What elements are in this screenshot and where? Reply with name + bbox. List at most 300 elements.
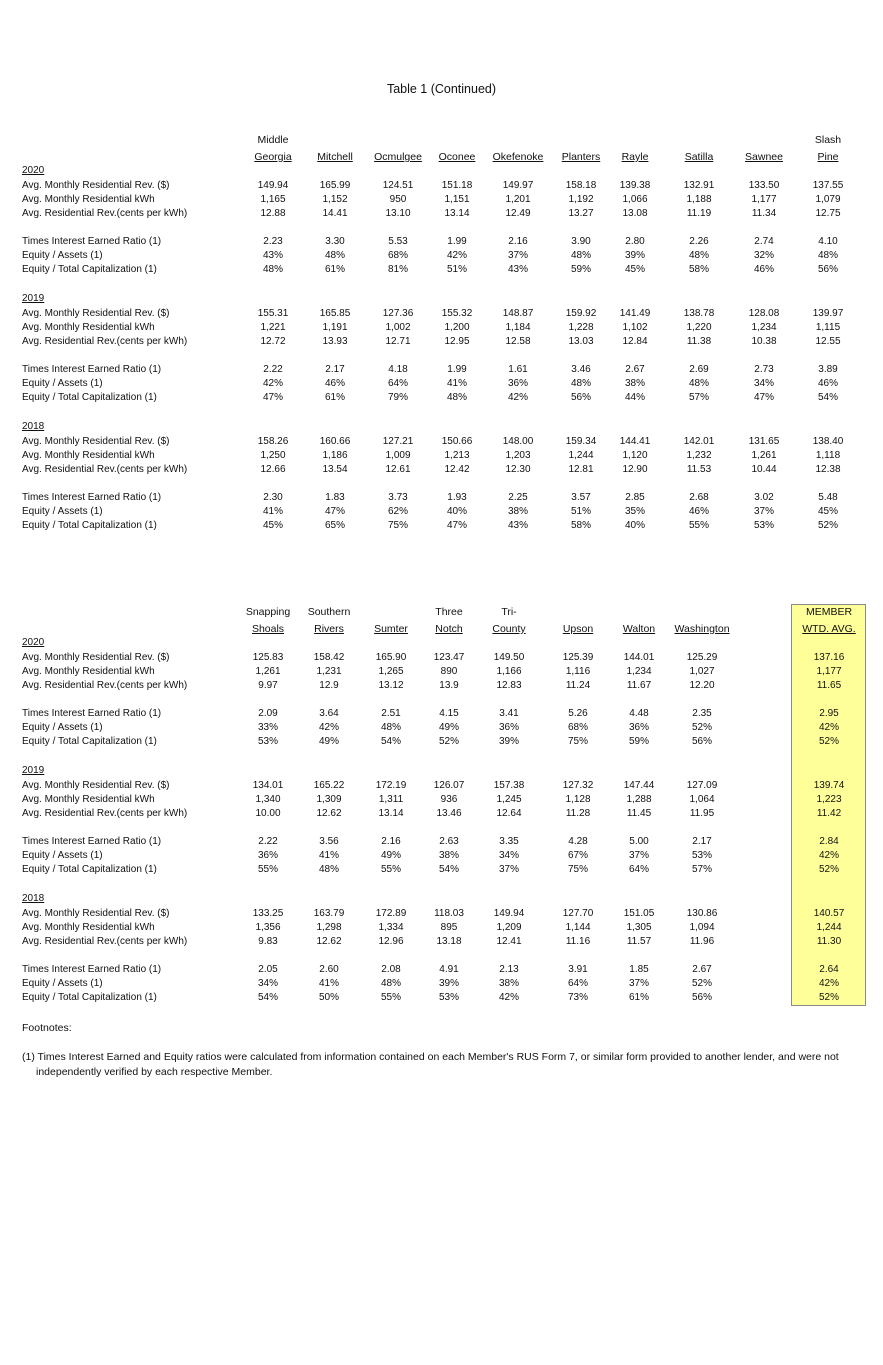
table-cell: 1,166 xyxy=(496,666,522,677)
table-cell: 4.91 xyxy=(439,964,459,975)
table-cell: 1,079 xyxy=(815,194,841,205)
table-cell: 11.65 xyxy=(816,680,842,691)
table-cell: 1,191 xyxy=(322,322,348,333)
table-cell: 890 xyxy=(440,666,458,677)
table-cell: 124.51 xyxy=(382,180,414,191)
table-cell: 149.94 xyxy=(257,180,289,191)
table-cell: 38% xyxy=(507,506,528,517)
table-row xyxy=(0,335,883,349)
table-cell: 40% xyxy=(624,520,645,531)
table-cell: 2.30 xyxy=(263,492,283,503)
table-cell: 48% xyxy=(380,978,401,989)
table-cell: 36% xyxy=(257,850,278,861)
table-cell: 2.84 xyxy=(819,836,839,847)
column-header-line2: Oconee xyxy=(438,151,476,163)
table-cell: 12.20 xyxy=(689,680,715,691)
table-cell: 48% xyxy=(817,250,838,261)
table-cell: 3.30 xyxy=(325,236,345,247)
table-cell: 13.46 xyxy=(436,808,462,819)
table-cell: 127.70 xyxy=(562,908,594,919)
table-cell: 159.34 xyxy=(565,436,597,447)
table-cell: 1.99 xyxy=(447,364,467,375)
row-label: Times Interest Earned Ratio (1) xyxy=(22,492,162,503)
table-cell: 48% xyxy=(318,864,339,875)
table-cell: 14.41 xyxy=(322,208,348,219)
table-cell: 37% xyxy=(628,978,649,989)
table-cell: 149.94 xyxy=(493,908,525,919)
table-cell: 128.08 xyxy=(748,308,780,319)
table-cell: 147.44 xyxy=(623,780,655,791)
table-cell: 43% xyxy=(507,520,528,531)
table-cell: 1,231 xyxy=(316,666,342,677)
table-cell: 55% xyxy=(257,864,278,875)
table-cell: 3.02 xyxy=(754,492,774,503)
table-cell: 1,203 xyxy=(505,450,531,461)
table-cell: 1,209 xyxy=(496,922,522,933)
table-cell: 41% xyxy=(262,506,283,517)
table-cell: 1,213 xyxy=(444,450,470,461)
table-cell: 165.99 xyxy=(319,180,351,191)
table-cell: 139.97 xyxy=(812,308,844,319)
table-cell: 5.53 xyxy=(388,236,408,247)
row-label: Avg. Monthly Residential kWh xyxy=(22,450,155,461)
table-cell: 1,186 xyxy=(322,450,348,461)
table-cell: 139.38 xyxy=(619,180,651,191)
table-cell: 2.67 xyxy=(692,964,712,975)
table-cell: 12.75 xyxy=(815,208,841,219)
row-label: Avg. Residential Rev.(cents per kWh) xyxy=(22,336,188,347)
column-header-line2: Pine xyxy=(817,151,839,163)
table-cell: 138.40 xyxy=(812,436,844,447)
table-cell: 42% xyxy=(818,850,839,861)
row-label: Equity / Assets (1) xyxy=(22,250,103,261)
table-cell: 1,221 xyxy=(260,322,286,333)
table-cell: 52% xyxy=(691,978,712,989)
table-cell: 50% xyxy=(318,992,339,1003)
row-label: Times Interest Earned Ratio (1) xyxy=(22,364,162,375)
table-cell: 1,165 xyxy=(260,194,286,205)
table-cell: 48% xyxy=(262,264,283,275)
table-cell: 56% xyxy=(817,264,838,275)
table-cell: 895 xyxy=(440,922,458,933)
row-label: Times Interest Earned Ratio (1) xyxy=(22,836,162,847)
table-cell: 54% xyxy=(817,392,838,403)
table-cell: 2.95 xyxy=(819,708,839,719)
table-cell: 46% xyxy=(688,506,709,517)
table-cell: 12.61 xyxy=(385,464,411,475)
table-cell: 53% xyxy=(438,992,459,1003)
table-row xyxy=(0,391,883,405)
table-cell: 53% xyxy=(257,736,278,747)
table-cell: 1,116 xyxy=(565,666,591,677)
table-cell: 45% xyxy=(262,520,283,531)
row-label: Avg. Monthly Residential Rev. ($) xyxy=(22,180,170,191)
table-cell: 2.51 xyxy=(381,708,401,719)
table-cell: 37% xyxy=(498,864,519,875)
column-header-line1: Tri- xyxy=(501,606,517,618)
table-cell: 1,228 xyxy=(568,322,594,333)
table-cell: 144.41 xyxy=(619,436,651,447)
table-cell: 2.69 xyxy=(689,364,709,375)
table-cell: 1,234 xyxy=(751,322,777,333)
table-row xyxy=(0,263,883,277)
table-cell: 42% xyxy=(818,722,839,733)
table-row xyxy=(0,207,883,221)
table-cell: 1,244 xyxy=(568,450,594,461)
table-cell: 12.71 xyxy=(385,336,411,347)
table-cell: 47% xyxy=(262,392,283,403)
table-cell: 1,102 xyxy=(622,322,648,333)
table-cell: 48% xyxy=(380,722,401,733)
table-cell: 1,201 xyxy=(505,194,531,205)
row-label: Avg. Monthly Residential kWh xyxy=(22,666,155,677)
table-cell: 52% xyxy=(817,520,838,531)
row-label: Avg. Residential Rev.(cents per kWh) xyxy=(22,208,188,219)
column-header-line2: Satilla xyxy=(684,151,714,163)
table-cell: 41% xyxy=(318,850,339,861)
table-cell: 39% xyxy=(438,978,459,989)
table-cell: 172.19 xyxy=(375,780,407,791)
row-label: Avg. Monthly Residential kWh xyxy=(22,322,155,333)
table-cell: 1,244 xyxy=(816,922,842,933)
table-cell: 1,298 xyxy=(316,922,342,933)
table-cell: 36% xyxy=(507,378,528,389)
table-cell: 4.48 xyxy=(629,708,649,719)
table-cell: 11.95 xyxy=(689,808,715,819)
table-cell: 125.29 xyxy=(686,652,718,663)
table-cell: 172.89 xyxy=(375,908,407,919)
table-row xyxy=(0,863,883,877)
table-cell: 37% xyxy=(753,506,774,517)
table-cell: 4.15 xyxy=(439,708,459,719)
table-row xyxy=(0,519,883,533)
table-cell: 11.34 xyxy=(751,208,777,219)
table-cell: 2.16 xyxy=(381,836,401,847)
table-cell: 9.83 xyxy=(258,936,278,947)
table-row xyxy=(0,449,883,463)
table-cell: 130.86 xyxy=(686,908,718,919)
row-label: Equity / Total Capitalization (1) xyxy=(22,520,157,531)
table-cell: 12.81 xyxy=(568,464,594,475)
table-cell: 11.96 xyxy=(689,936,715,947)
table-cell: 127.21 xyxy=(382,436,414,447)
table-cell: 13.18 xyxy=(436,936,462,947)
table-cell: 13.14 xyxy=(444,208,470,219)
table-cell: 2.17 xyxy=(692,836,712,847)
table-cell: 165.22 xyxy=(313,780,345,791)
table-cell: 1,340 xyxy=(255,794,281,805)
table-cell: 12.62 xyxy=(316,936,342,947)
table-cell: 2.16 xyxy=(508,236,528,247)
table-cell: 46% xyxy=(753,264,774,275)
table-cell: 140.57 xyxy=(813,908,845,919)
table-row xyxy=(0,735,883,749)
table-cell: 1,177 xyxy=(751,194,777,205)
column-header-line1: MEMBER xyxy=(805,606,853,618)
column-header-line2: Rayle xyxy=(621,151,649,163)
table-cell: 34% xyxy=(257,978,278,989)
table-cell: 9.97 xyxy=(258,680,278,691)
table-cell: 1,309 xyxy=(316,794,342,805)
table-row xyxy=(0,307,883,321)
table-cell: 45% xyxy=(817,506,838,517)
year-label: 2019 xyxy=(22,765,45,776)
table-cell: 1.85 xyxy=(629,964,649,975)
table-cell: 51% xyxy=(570,506,591,517)
column-header-line2: Georgia xyxy=(254,151,292,163)
year-label: 2019 xyxy=(22,293,45,304)
table-cell: 2.22 xyxy=(263,364,283,375)
table-cell: 38% xyxy=(498,978,519,989)
table-cell: 1,066 xyxy=(622,194,648,205)
table-cell: 159.92 xyxy=(565,308,597,319)
table-cell: 118.03 xyxy=(434,908,464,919)
table-cell: 68% xyxy=(567,722,588,733)
table-cell: 149.50 xyxy=(493,652,525,663)
table-cell: 2.35 xyxy=(692,708,712,719)
table-cell: 3.56 xyxy=(319,836,339,847)
row-label: Equity / Assets (1) xyxy=(22,506,103,517)
table-cell: 47% xyxy=(446,520,467,531)
table-cell: 126.07 xyxy=(433,780,465,791)
table-row xyxy=(0,665,883,679)
table-cell: 1,234 xyxy=(626,666,652,677)
table-cell: 1,261 xyxy=(255,666,281,677)
table-cell: 2.60 xyxy=(319,964,339,975)
table-cell: 12.95 xyxy=(444,336,470,347)
table-cell: 42% xyxy=(507,392,528,403)
table-cell: 2.80 xyxy=(625,236,645,247)
table-cell: 3.35 xyxy=(499,836,519,847)
row-label: Equity / Total Capitalization (1) xyxy=(22,392,157,403)
table-cell: 36% xyxy=(498,722,519,733)
table-cell: 12.62 xyxy=(316,808,342,819)
table-cell: 5.00 xyxy=(629,836,649,847)
table-row xyxy=(0,321,883,335)
table-row xyxy=(0,179,883,193)
table-cell: 3.57 xyxy=(571,492,591,503)
table-cell: 40% xyxy=(446,506,467,517)
table-cell: 1,223 xyxy=(816,794,842,805)
column-header-line1: Middle xyxy=(257,134,289,146)
table-row xyxy=(0,907,883,921)
row-label: Equity / Assets (1) xyxy=(22,978,103,989)
table-cell: 11.45 xyxy=(626,808,652,819)
table-cell: 148.87 xyxy=(502,308,534,319)
table-cell: 1,232 xyxy=(686,450,712,461)
table-cell: 79% xyxy=(387,392,408,403)
table-cell: 936 xyxy=(440,794,458,805)
table-cell: 12.58 xyxy=(505,336,531,347)
table-row xyxy=(0,991,883,1005)
table-cell: 68% xyxy=(387,250,408,261)
table-row xyxy=(0,463,883,477)
table-cell: 47% xyxy=(753,392,774,403)
table-cell: 75% xyxy=(387,520,408,531)
table-cell: 125.83 xyxy=(252,652,284,663)
table-cell: 37% xyxy=(628,850,649,861)
column-header-line1: Slash xyxy=(814,134,842,146)
table-cell: 123.47 xyxy=(433,652,465,663)
table-cell: 36% xyxy=(628,722,649,733)
row-label: Equity / Total Capitalization (1) xyxy=(22,864,157,875)
table-cell: 12.9 xyxy=(319,680,339,691)
table-cell: 48% xyxy=(688,250,709,261)
table-cell: 35% xyxy=(624,506,645,517)
table-cell: 52% xyxy=(818,736,839,747)
row-label: Avg. Residential Rev.(cents per kWh) xyxy=(22,936,188,947)
table-cell: 1,334 xyxy=(378,922,404,933)
table-cell: 12.49 xyxy=(505,208,531,219)
table-cell: 1,064 xyxy=(689,794,715,805)
table-cell: 1,192 xyxy=(568,194,594,205)
row-label: Avg. Monthly Residential kWh xyxy=(22,794,155,805)
table-cell: 47% xyxy=(324,506,345,517)
table-cell: 1,027 xyxy=(689,666,715,677)
column-header-line2: Sumter xyxy=(374,623,408,635)
table-cell: 2.09 xyxy=(258,708,278,719)
table-row xyxy=(0,793,883,807)
table-cell: 13.54 xyxy=(322,464,348,475)
table-cell: 43% xyxy=(262,250,283,261)
table-cell: 59% xyxy=(628,736,649,747)
table-cell: 4.28 xyxy=(568,836,588,847)
row-label: Avg. Monthly Residential Rev. ($) xyxy=(22,780,170,791)
table-cell: 148.00 xyxy=(502,436,534,447)
table-cell: 160.66 xyxy=(319,436,351,447)
table-cell: 52% xyxy=(818,864,839,875)
table-cell: 54% xyxy=(380,736,401,747)
table-cell: 44% xyxy=(624,392,645,403)
table-cell: 133.25 xyxy=(252,908,284,919)
table-cell: 1,144 xyxy=(565,922,591,933)
row-label: Avg. Residential Rev.(cents per kWh) xyxy=(22,464,188,475)
table-cell: 2.63 xyxy=(439,836,459,847)
table-cell: 45% xyxy=(624,264,645,275)
table-cell: 11.53 xyxy=(686,464,712,475)
table-cell: 1,265 xyxy=(378,666,404,677)
table-cell: 1.83 xyxy=(325,492,345,503)
table-row xyxy=(0,377,883,391)
table-cell: 1,188 xyxy=(686,194,712,205)
table-cell: 1,288 xyxy=(626,794,652,805)
table-cell: 1,118 xyxy=(815,450,841,461)
table-cell: 57% xyxy=(688,392,709,403)
table-cell: 42% xyxy=(446,250,467,261)
table-cell: 13.03 xyxy=(568,336,594,347)
table-cell: 34% xyxy=(753,378,774,389)
table-cell: 163.79 xyxy=(313,908,345,919)
table-cell: 10.44 xyxy=(751,464,777,475)
table-cell: 13.9 xyxy=(439,680,459,691)
table-cell: 64% xyxy=(387,378,408,389)
table-cell: 56% xyxy=(570,392,591,403)
table-cell: 1,177 xyxy=(816,666,842,677)
table-cell: 12.38 xyxy=(815,464,841,475)
column-header-line2: County xyxy=(492,623,526,635)
table-row xyxy=(0,935,883,949)
table-cell: 10.38 xyxy=(751,336,777,347)
table-cell: 1,128 xyxy=(565,794,591,805)
table-cell: 150.66 xyxy=(441,436,473,447)
table-cell: 1,094 xyxy=(689,922,715,933)
table-cell: 2.85 xyxy=(625,492,645,503)
table-cell: 55% xyxy=(688,520,709,531)
table-cell: 58% xyxy=(570,520,591,531)
table-cell: 41% xyxy=(318,978,339,989)
table-cell: 12.66 xyxy=(260,464,286,475)
table-cell: 42% xyxy=(262,378,283,389)
table-cell: 151.05 xyxy=(623,908,655,919)
table-cell: 133.50 xyxy=(748,180,780,191)
table-row xyxy=(0,963,883,977)
table-cell: 56% xyxy=(691,736,712,747)
table-cell: 11.38 xyxy=(686,336,712,347)
row-label: Times Interest Earned Ratio (1) xyxy=(22,964,162,975)
table-cell: 158.42 xyxy=(313,652,345,663)
table-cell: 12.88 xyxy=(260,208,286,219)
table-cell: 61% xyxy=(628,992,649,1003)
table-cell: 1,115 xyxy=(815,322,841,333)
row-label: Avg. Monthly Residential Rev. ($) xyxy=(22,308,170,319)
column-header-line2: Planters xyxy=(561,151,601,163)
table-cell: 142.01 xyxy=(683,436,715,447)
table-cell: 48% xyxy=(570,250,591,261)
column-header-line2: Mitchell xyxy=(317,151,353,163)
table-cell: 1,261 xyxy=(751,450,777,461)
column-header-line2: Sawnee xyxy=(745,151,783,163)
row-label: Avg. Monthly Residential Rev. ($) xyxy=(22,436,170,447)
table-cell: 38% xyxy=(438,850,459,861)
table-cell: 43% xyxy=(507,264,528,275)
table-cell: 2.25 xyxy=(508,492,528,503)
table-cell: 158.18 xyxy=(565,180,597,191)
table-row xyxy=(0,849,883,863)
row-label: Avg. Monthly Residential kWh xyxy=(22,194,155,205)
row-label: Avg. Monthly Residential Rev. ($) xyxy=(22,652,170,663)
table-cell: 2.73 xyxy=(754,364,774,375)
table-cell: 10.00 xyxy=(255,808,281,819)
table-row xyxy=(0,193,883,207)
table-row xyxy=(0,363,883,377)
table-cell: 42% xyxy=(318,722,339,733)
table-cell: 125.39 xyxy=(562,652,594,663)
table-cell: 56% xyxy=(691,992,712,1003)
table-cell: 3.91 xyxy=(568,964,588,975)
table-cell: 53% xyxy=(753,520,774,531)
table-cell: 1,184 xyxy=(505,322,531,333)
table-row xyxy=(0,435,883,449)
table-cell: 1,120 xyxy=(622,450,648,461)
table-row xyxy=(0,779,883,793)
table-row xyxy=(0,505,883,519)
table-cell: 138.78 xyxy=(683,308,715,319)
table-cell: 53% xyxy=(691,850,712,861)
table-cell: 144.01 xyxy=(623,652,655,663)
footnotes-heading: Footnotes: xyxy=(22,1022,72,1034)
table-cell: 127.32 xyxy=(562,780,594,791)
table-row xyxy=(0,651,883,665)
table-cell: 11.19 xyxy=(686,208,712,219)
table-cell: 3.46 xyxy=(571,364,591,375)
table-cell: 1.93 xyxy=(447,492,467,503)
table-cell: 3.41 xyxy=(499,708,519,719)
table-row xyxy=(0,921,883,935)
row-label: Equity / Total Capitalization (1) xyxy=(22,992,157,1003)
table-row xyxy=(0,707,883,721)
table-cell: 12.72 xyxy=(260,336,286,347)
table-cell: 158.26 xyxy=(257,436,289,447)
